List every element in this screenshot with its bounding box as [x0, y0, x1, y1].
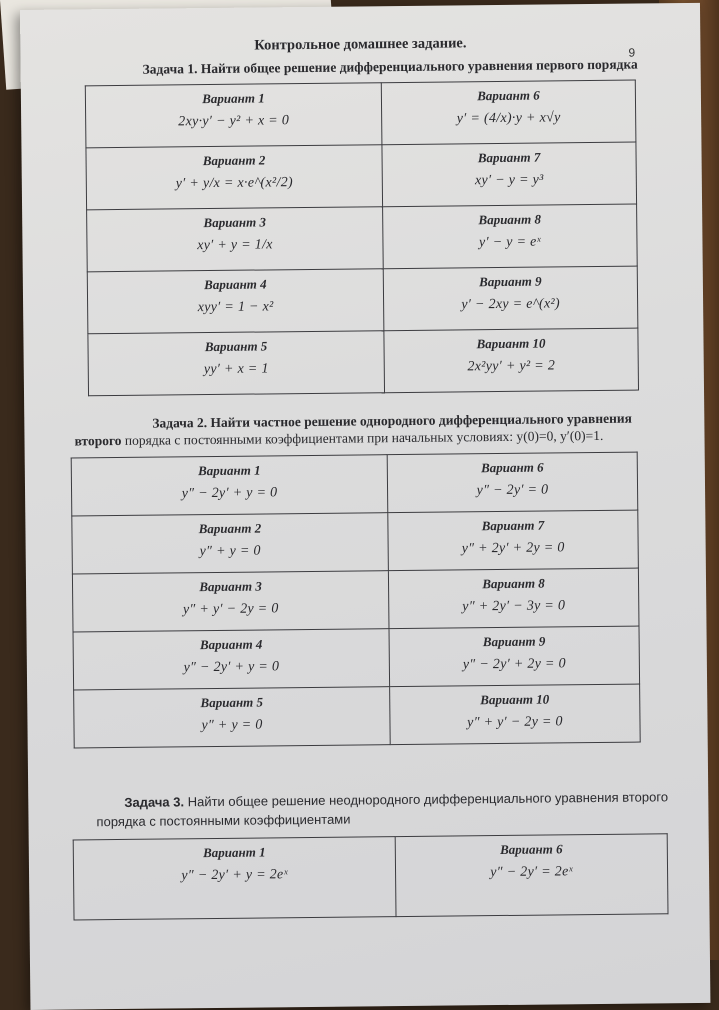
- variant-label: Вариант 6: [477, 87, 540, 104]
- variant-label: Вариант 9: [479, 273, 542, 290]
- variant-cell: [390, 684, 641, 745]
- table-row: [87, 204, 638, 272]
- variant-cell: [388, 510, 639, 571]
- task1-heading: Задача 1. Найти общее решение дифференциального уравнения первого порядка: [142, 56, 638, 77]
- task2-table: [71, 452, 641, 749]
- variant-equation: y″ − 2y′ = 2eˣ: [490, 864, 573, 881]
- variant-equation: y″ − 2y′ + 2y = 0: [462, 656, 566, 673]
- page-number: 9: [628, 45, 636, 60]
- variant-equation: y″ − 2y′ = 0: [476, 482, 549, 499]
- table-row: [71, 452, 638, 516]
- table-row: [85, 80, 636, 148]
- variant-label: Вариант 8: [478, 211, 542, 228]
- document-page: [20, 3, 710, 1010]
- variant-cell: [395, 834, 668, 917]
- task2-heading-line1: Задача 2. Найти частное решение однородного дифференциального уравнения: [152, 410, 632, 431]
- task2-heading-line2-bold: второго: [74, 432, 122, 449]
- variant-cell: [387, 452, 638, 513]
- variant-cell: [86, 145, 383, 210]
- variant-label: Вариант 3: [203, 214, 267, 231]
- table-row: [86, 142, 637, 210]
- variant-equation: y″ + y = 0: [199, 543, 261, 560]
- variant-equation: y″ − 2y′ + y = 2eˣ: [181, 867, 288, 884]
- variant-label: Вариант 2: [198, 520, 262, 537]
- variant-cell: [383, 204, 638, 269]
- table-row: [88, 328, 639, 396]
- task3-heading-bold: Задача 3.: [124, 794, 185, 810]
- task1-table: [85, 80, 639, 397]
- variant-cell: [71, 455, 388, 516]
- variant-label: Вариант 7: [477, 149, 541, 166]
- variant-equation: y″ − 2y′ + y = 0: [181, 485, 278, 502]
- variant-label: Вариант 1: [203, 844, 266, 861]
- task3-heading: [96, 787, 694, 831]
- table-row: [72, 568, 639, 632]
- variant-equation: y″ + y = 0: [201, 717, 263, 734]
- variant-label: Вариант 10: [480, 691, 550, 708]
- variant-label: Вариант 5: [200, 694, 264, 711]
- variant-cell: [72, 571, 389, 632]
- variant-equation: y″ − 2y′ + y = 0: [183, 659, 280, 676]
- variant-label: Вариант 10: [476, 335, 546, 352]
- table-row: [73, 626, 640, 690]
- variant-equation: 2x²yy′ + y² = 2: [467, 358, 556, 375]
- variant-label: Вариант 9: [482, 633, 546, 650]
- variant-equation: y″ + y′ − 2y = 0: [467, 714, 563, 731]
- variant-cell: [389, 626, 640, 687]
- variant-cell: [388, 568, 639, 629]
- variant-label: Вариант 5: [204, 338, 268, 355]
- task3-table: [73, 833, 669, 920]
- task2-heading: [74, 409, 682, 449]
- variant-cell: [74, 687, 391, 748]
- table-row: [87, 266, 638, 334]
- variant-label: Вариант 6: [480, 459, 544, 476]
- table-row: [72, 510, 639, 574]
- variant-equation: xy′ + y = 1/x: [197, 237, 273, 254]
- variant-equation: 2xy·y′ − y² + x = 0: [178, 113, 290, 130]
- variant-equation: yy′ + x = 1: [203, 361, 269, 378]
- variant-cell: [384, 328, 639, 393]
- variant-equation: xy′ − y = y³: [474, 172, 544, 189]
- variant-equation: y′ − 2xy = e^(x²): [461, 296, 560, 313]
- variant-label: Вариант 8: [482, 575, 545, 592]
- task3-heading-line2: порядка с постоянными коэффициентами: [96, 811, 351, 830]
- task2-heading-line2: порядка с постоянными коэффициентами при начальных условиях: y(0)=0, y′(0)=1.: [121, 427, 604, 448]
- variant-cell: [87, 269, 384, 334]
- variant-cell: [85, 83, 382, 148]
- variant-label: Вариант 3: [199, 578, 262, 595]
- variant-equation: y′ = (4/x)·y + x√y: [456, 110, 561, 127]
- variant-label: Вариант 4: [199, 636, 263, 653]
- task3-heading-line1: Найти общее решение неоднородного дифференциального уравнения второго: [183, 789, 669, 810]
- table-row: [73, 834, 668, 920]
- variant-cell: [382, 142, 637, 207]
- variant-cell: [73, 629, 390, 690]
- variant-cell: [383, 266, 638, 331]
- page-title: Контрольное домашнее задание.: [254, 35, 467, 54]
- variant-equation: y″ + y′ − 2y = 0: [182, 601, 279, 618]
- variant-equation: y″ + 2y′ + 2y = 0: [461, 540, 565, 557]
- table-row: [74, 684, 641, 748]
- variant-label: Вариант 4: [204, 276, 267, 293]
- variant-label: Вариант 7: [481, 517, 545, 534]
- variant-equation: y″ + 2y′ − 3y = 0: [462, 598, 566, 615]
- variant-equation: y′ − y = eˣ: [478, 234, 541, 251]
- variant-label: Вариант 1: [202, 90, 265, 107]
- variant-equation: y′ + y/x = x·e^(x²/2): [175, 175, 294, 192]
- variant-cell: [72, 513, 389, 574]
- variant-label: Вариант 6: [499, 841, 563, 858]
- variant-equation: xyy′ = 1 − x²: [197, 299, 274, 316]
- variant-cell: [381, 80, 636, 145]
- variant-cell: [87, 207, 384, 272]
- variant-label: Вариант 1: [198, 462, 261, 479]
- variant-label: Вариант 2: [202, 152, 266, 169]
- variant-cell: [88, 331, 385, 396]
- variant-cell: [73, 837, 396, 920]
